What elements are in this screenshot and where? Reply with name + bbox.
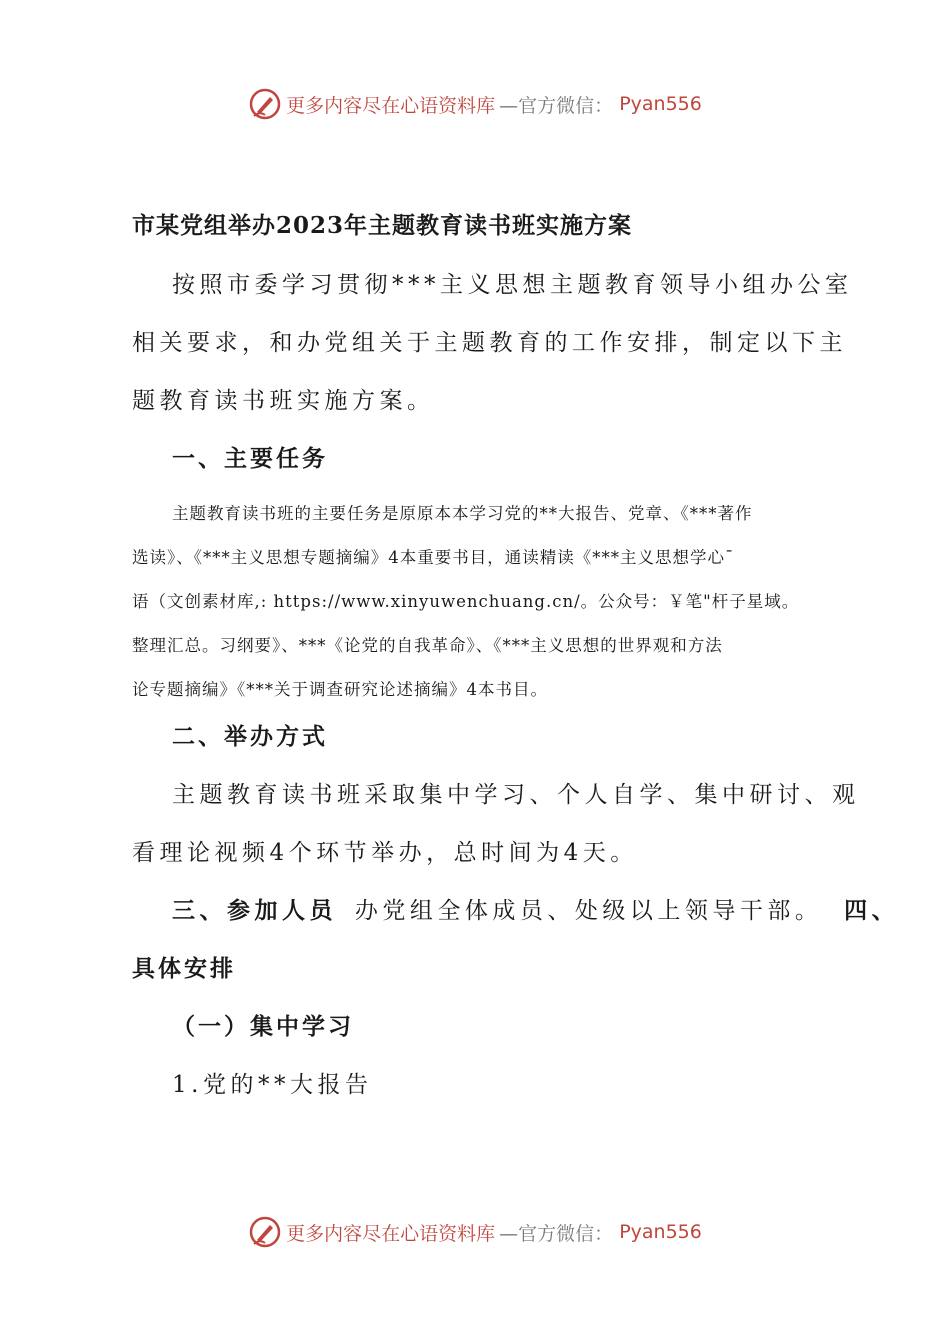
intro-line-2: 相关要求，和办党组关于主题教育的工作安排，制定以下主 xyxy=(132,330,847,356)
watermark-banner-top xyxy=(0,84,950,124)
section-1-line-5: 论专题摘编》《***关于调查研究论述摘编》4本书目。 xyxy=(132,680,548,699)
section-4-heading-start: 四、 xyxy=(844,897,900,924)
intro-line-3: 题教育读书班实施方案。 xyxy=(132,388,435,414)
watermark-wechat-label: —官方微信： xyxy=(499,94,614,117)
pen-circle-icon xyxy=(248,1215,282,1249)
section-1-line-4: 整理汇总。习纲要》、***《论党的自我革命》、《***主义思想的世界观和方法 xyxy=(132,636,723,655)
section-2-heading: 二、举办方式 xyxy=(172,723,328,750)
section-3-text: 办党组全体成员、处级以上领导干部。 xyxy=(354,898,823,924)
intro-line-1: 按照市委学习贯彻***主义思想主题教育领导小组办公室 xyxy=(172,272,853,298)
section-1-line-3: 语（文创素材库,: https://www.xinyuwenchuang.cn/。公众号：￥笔"杆子星域。 xyxy=(132,592,800,611)
subsection-1-item-1: 1.党的**大报告 xyxy=(172,1072,373,1098)
section-2-line-1: 主题教育读书班采取集中学习、个人自学、集中研讨、观 xyxy=(172,782,860,808)
watermark-text: 更多内容尽在心语资料库 xyxy=(286,1222,496,1245)
watermark-wechat-label: —官方微信： xyxy=(499,1222,614,1245)
section-3-paragraph xyxy=(172,892,899,925)
pen-circle-icon xyxy=(248,87,282,121)
watermark-text: 更多内容尽在心语资料库 xyxy=(286,94,496,117)
subsection-1-heading: （一）集中学习 xyxy=(172,1013,354,1040)
watermark-banner-bottom xyxy=(0,1212,950,1252)
watermark-wechat-id: Pyan556 xyxy=(619,1221,702,1243)
section-1-line-2: 选读》、《***主义思想专题摘编》4本重要书目，通读精读《***主义思想学心¯ xyxy=(132,548,735,567)
section-1-heading: 一、主要任务 xyxy=(172,445,328,472)
document-title: 市某党组举办2023年主题教育读书班实施方案 xyxy=(132,212,633,239)
section-2-line-2: 看理论视频4个环节举办，总时间为4天。 xyxy=(132,840,638,866)
watermark-wechat-id: Pyan556 xyxy=(619,93,702,115)
section-4-heading-end: 具体安排 xyxy=(132,955,236,982)
section-3-heading: 三、参加人员 xyxy=(172,897,337,924)
section-1-line-1: 主题教育读书班的主要任务是原原本本学习党的**大报告、党章、《***著作 xyxy=(172,504,753,523)
